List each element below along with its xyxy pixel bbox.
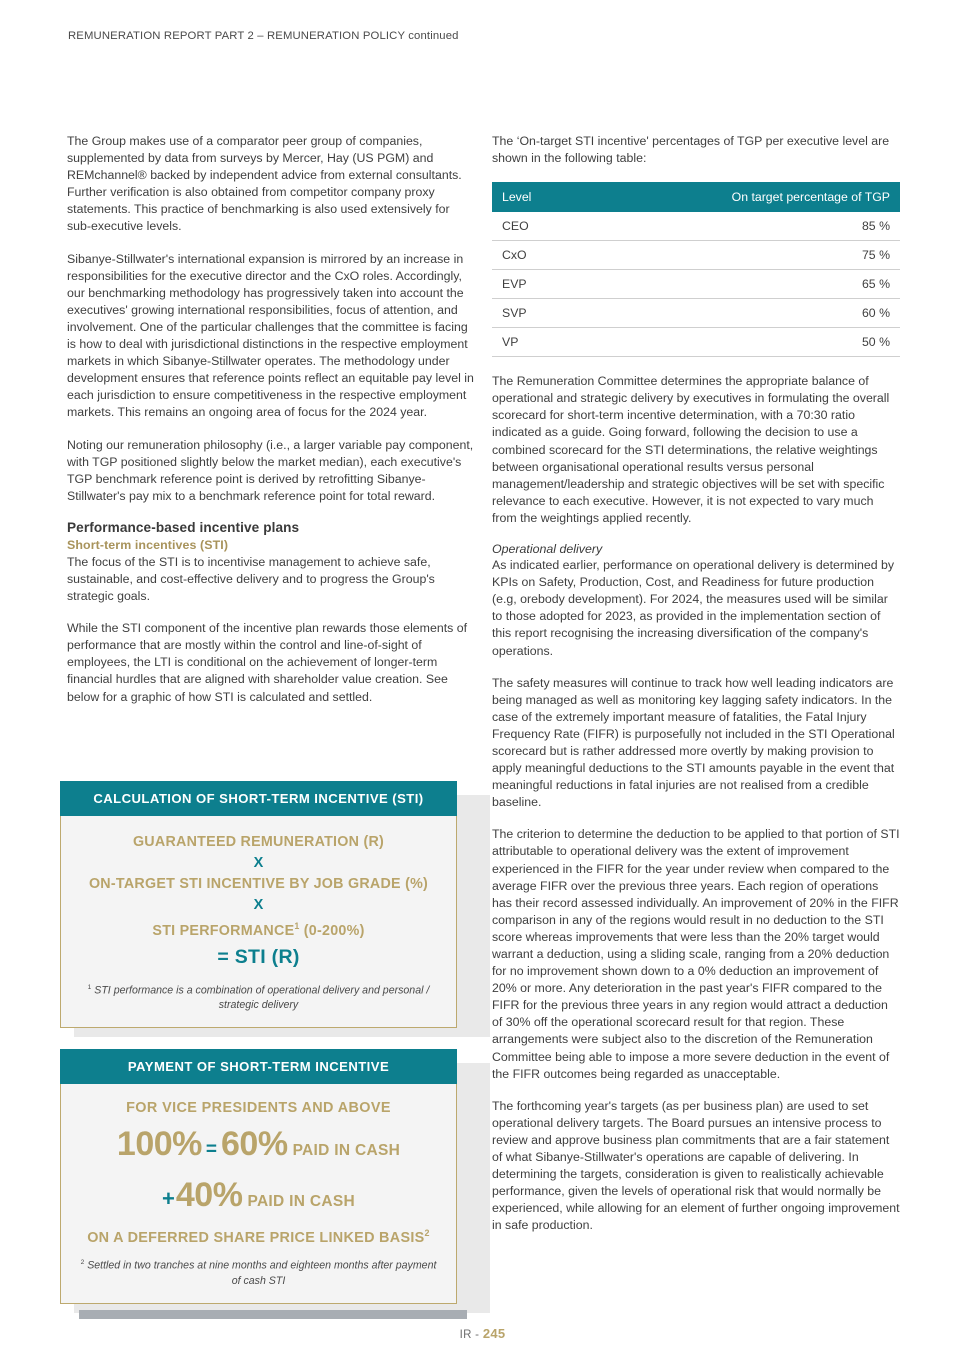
sti-payment-box bbox=[60, 1049, 490, 1303]
sti-calculation-title: CALCULATION OF SHORT-TERM INCENTIVE (STI) bbox=[60, 781, 457, 816]
paragraph: The focus of the STI is to incentivise management to achieve safe, sustainable, and cost-effective delivery and to progress the Group's strategic goals. bbox=[67, 554, 435, 604]
payment-deferred-percent: 40% bbox=[175, 1176, 243, 1215]
sti-graphics bbox=[60, 781, 490, 1304]
sti-payment-footnote bbox=[75, 1255, 442, 1289]
calc-performance-range: (0-200%) bbox=[299, 922, 365, 939]
cell-level: CxO bbox=[492, 241, 581, 270]
cell-percentage: 75 % bbox=[581, 241, 901, 270]
payment-total-percent: 100% bbox=[116, 1125, 202, 1164]
footnote-text: Settled in two tranches at nine months and eighteen months after payment of cash STI bbox=[87, 1259, 437, 1287]
payment-plus-sign: + bbox=[162, 1186, 175, 1212]
footer-page-number: 245 bbox=[482, 1326, 506, 1341]
footnote-marker: 1 bbox=[87, 983, 92, 991]
cell-percentage: 85 % bbox=[581, 212, 901, 241]
footnote-marker: 2 bbox=[80, 1259, 85, 1267]
sti-payment-body bbox=[60, 1084, 457, 1303]
paragraph: Noting our remuneration philosophy (i.e., a larger variable pay component, with TGP positioned slightly below the market median), each executive's TGP benchmark reference point is derived by retrofitting Sibanye-Stillwater's pay mix to a benchmark reference point for total reward. bbox=[67, 437, 474, 503]
calc-performance-label: STI PERFORMANCE bbox=[152, 922, 295, 939]
page-footer bbox=[0, 1326, 965, 1341]
cell-level: CEO bbox=[492, 212, 581, 241]
table-intro-paragraph: The ‘On-target STI incentive' percentages of TGP per executive level are shown in the following table: bbox=[492, 134, 890, 166]
paragraph: The forthcoming year's targets (as per business plan) are used to set operational delivery targets. The Board pursues an intensive process to review and approve business plan commitments that are a fair statement of what Sibanye-Stillwater's operations are capable of delivering. In determining the targets, consideration is given to realistically achievable performance, given the levels of operational risk that would normally be experienced, while allowing for an element of further ongoing improvement in safe production. bbox=[492, 1098, 900, 1233]
payment-cash-label: PAID IN CASH bbox=[292, 1142, 401, 1160]
payment-basis-text: ON A DEFERRED SHARE PRICE LINKED BASIS bbox=[87, 1230, 425, 1247]
sti-calculation-box bbox=[60, 781, 490, 1028]
payment-cash-row bbox=[75, 1122, 442, 1173]
sti-calculation-footnote bbox=[75, 980, 442, 1014]
calc-operator-1: X bbox=[253, 855, 264, 871]
paragraph: The criterion to determine the deduction to be applied to that portion of STI attributable to operational delivery was the extent of improvement experienced in the FIFR for the year under review when compared to the average FIFR over the previous three years. Each region of operations has their record assessed individually. An improvement of 20% in the FIFR comparison in any of the regions would result in no deduction to the STI score whereas improvements that were less than the 20% target would warrant a deduction, using a sliding scale, ranging from a 20% deduction for no improvement shown down to a 0% deduction an improvement of 20% or more. Any deterioration in the past year's FIFR compared to the FIFR for the previous three years in any region would attract a deduction of 30% off the operational scorecard result for that region. These arrangements were subject also to the discretion of the Remuneration Committee being able to impose a more severe deduction in the event of the FIFR outcomes being regarded as unacceptable. bbox=[492, 827, 900, 1081]
payment-deferred-row bbox=[75, 1173, 442, 1224]
payment-audience-heading: FOR VICE PRESIDENTS AND ABOVE bbox=[126, 1100, 391, 1117]
footer-prefix: IR - bbox=[459, 1329, 483, 1341]
cell-level: VP bbox=[492, 328, 581, 357]
table-row bbox=[492, 328, 900, 357]
cell-percentage: 65 % bbox=[581, 270, 901, 299]
table-row bbox=[492, 241, 900, 270]
sti-payment-title: PAYMENT OF SHORT-TERM INCENTIVE bbox=[60, 1049, 457, 1084]
table-header-row bbox=[492, 182, 900, 212]
payment-basis-line bbox=[75, 1228, 442, 1246]
table-row bbox=[492, 270, 900, 299]
column-header-on-target-percentage: On target percentage of TGP bbox=[581, 182, 901, 212]
payment-basis-footnote-marker: 2 bbox=[424, 1228, 430, 1239]
paragraph: While the STI component of the incentive plan rewards those elements of performance that are mostly within the control and line-of-sight of employees, the LTI is conditional on the achievement of longer-term financial hurdles that are aligned with shareholder value creation. See below for a graphic of how STI is calculated and settled. bbox=[67, 621, 468, 704]
sub-heading-operational-delivery: Operational delivery bbox=[492, 542, 603, 557]
paragraph: As indicated earlier, performance on operational delivery is determined by KPIs on Safety, Production, Cost, and Readiness for future production (e.g, orebody development). For 2024, the measures used will be similar to those adopted for 2023, as provided in the implementation section of this report recognising the increasing diversification of the company's operations. bbox=[492, 558, 895, 658]
left-column bbox=[67, 133, 475, 706]
calc-operator-2: X bbox=[253, 897, 264, 913]
table-head bbox=[492, 182, 900, 212]
calc-performance-footnote-marker: 1 bbox=[294, 921, 300, 931]
payment-deferred-label: PAID IN CASH bbox=[247, 1193, 355, 1211]
paragraph: The Remuneration Committee determines the appropriate balance of operational and strategic delivery by executives in formulating the overall scorecard for short-term incentive determination, with a 70:30 ratio indicated as a guide. Going forward, following the decision to use a combined scorecard for the STI determinations, the relative weightings between organisational operational results versus personal management/leadership and strategic objectives will be set with specific relevance to each executive. However, it is not expected to vary much from the weightings applied recently. bbox=[492, 374, 890, 525]
payment-equals-sign: = bbox=[205, 1139, 217, 1161]
section-heading: Performance-based incentive plans bbox=[67, 519, 300, 535]
paragraph: The Group makes use of a comparator peer group of companies, supplemented by data from surveys by Mercer, Hay (US PGM) and REMchannel® backed by independent advice from external consultants. Further verification is also obtained from competitor company proxy statements. This practice of benchmarking is also used extensively for sub-executive levels. bbox=[67, 134, 462, 234]
paragraph: Sibanye-Stillwater's international expansion is mirrored by an increase in responsibilities for the executive director and the CxO roles. Accordingly, our benchmarking methodology has progressively taken into account the executives' growing international responsibilities, focus of attention, and involvement. One of the particular challenges that the committee is facing is how to deal with jurisdictional distinctions in the respective employment markets in which Sibanye-Stillwater operates. The methodology under development ensures that reference points reflect an equitable pay level in each jurisdiction to ensure competitiveness in the respective employment markets. This remains an ongoing area of focus for the 2024 year. bbox=[67, 251, 474, 420]
column-header-level: Level bbox=[492, 182, 581, 212]
cell-percentage: 60 % bbox=[581, 299, 901, 328]
calc-result: = STI (R) bbox=[217, 945, 300, 968]
calc-line-guaranteed-remuneration: GUARANTEED REMUNERATION (R) bbox=[132, 834, 385, 850]
table-row bbox=[492, 212, 900, 241]
sub-heading-sti: Short-term incentives (STI) bbox=[67, 537, 229, 552]
cell-percentage: 50 % bbox=[581, 328, 901, 357]
right-column bbox=[492, 133, 900, 1235]
cell-level: SVP bbox=[492, 299, 581, 328]
table-row bbox=[492, 299, 900, 328]
sti-calculation-body bbox=[60, 816, 457, 1028]
running-header: REMUNERATION REPORT PART 2 – REMUNERATION POLICY continued bbox=[68, 30, 459, 42]
payment-cash-percent: 60% bbox=[221, 1125, 288, 1164]
box-shadow-bar bbox=[79, 1310, 467, 1319]
on-target-sti-table bbox=[492, 182, 900, 357]
footnote-text: STI performance is a combination of operational delivery and personal / strategic delivery bbox=[94, 984, 430, 1012]
calc-line-on-target-incentive: ON-TARGET STI INCENTIVE BY JOB GRADE (%) bbox=[88, 876, 429, 892]
paragraph: The safety measures will continue to track how well leading indicators are being managed as well as monitoring key lagging safety indicators. In the case of the extremely important measure of fatalities, the Fatal Injury Frequency Rate (FIFR) is purposefully not included in the STI Operational scorecard but is rather addressed more overtly by making provision to apply meaningful deductions to the STI amounts payable in the event that meaningful reductions in fatal injuries are not realised from a credible baseline. bbox=[492, 675, 895, 810]
cell-level: EVP bbox=[492, 270, 581, 299]
calc-line-sti-performance bbox=[75, 916, 442, 942]
table-body bbox=[492, 212, 900, 357]
